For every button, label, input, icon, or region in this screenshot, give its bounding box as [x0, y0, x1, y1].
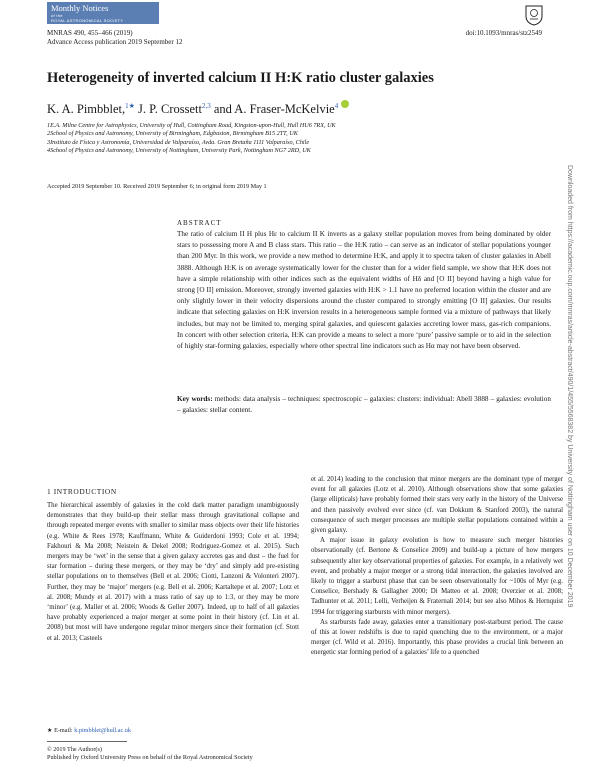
email-link[interactable]: k.pimbblet@hull.ac.uk [74, 727, 131, 734]
article-title: Heterogeneity of inverted calcium II H:K ratio cluster galaxies [47, 70, 434, 86]
download-note: Downloaded from https://academic.oup.com/mnras/article-abstract/490/1/455/5568382 by University of Nottingham user on 10 December 2019 [566, 165, 573, 608]
intro-paragraph-3: As starbursts fade away, galaxies enter a transitionary post-starburst period. The cause of this at lower redshifts is due to rapid quenching due to the environment, or a major merger (cf. Wild et al. 2016). Importantly, this phase provides a crucial link between an energetic star forming period of a galaxies’ life to a quenched [311, 618, 563, 657]
intro-paragraph-2: A major issue in galaxy evolution is how to measure such merger histories observationally (cf. Bertone & Conselice 2009) and build-up a picture of how mergers subsequently alter key observational properties of galaxies. For example, in a relatively wet event, and probably a major merger or a strong tidal interaction, the galaxies involved are likely to trigger a starburst phase that can be seen observationally for ~100s of Myr (e.g. Conselice, Bershady & Gallagher 2000; Di Matteo et al. 2008; Overzier et al. 2008; Tadhunter et al. 2011; Lelli, Verheijen & Fraternali 2014; but see also Mihos & Hernquist 1994 for triggering starbursts with minor mergers). [311, 537, 563, 616]
affiliation-2: 2School of Physics and Astronomy, University of Birmingham, Edgbaston, Birmingham B15 2TT, UK [47, 130, 298, 138]
citation: MNRAS 490, 455–466 (2019) [47, 29, 133, 37]
journal-name-of: of the [51, 13, 63, 18]
author-pimbblet-sup: 1★ [125, 102, 135, 110]
intro-paragraph-1: The hierarchical assembly of galaxies in the cold dark matter paradigm unambiguously demonstrates that they build-up their stellar mass through gravitational collapse and through repeated merger events with smaller to similar mass objects over their life histories (e.g. White & Rees 1978; Kauffmann, White & Guiderdoni 1993; Cole et al. 1994; Fakhouri & Ma 2008; Neistein & Dekel 2008; Rodriguez-Gomez et al. 2015). Such mergers may be ‘wet’ in the sense that a given galaxy accretes gas and dust – the fuel for star formation – during these mergers, or they may be ‘dry’ and simply add pre-existing stellar populations on to themselves (Bell et al. 2006; Ciotti, Lanzoni & Volonteri 2007). Further, they may be ‘major’ mergers (e.g. Bell et al. 2006; Kartaltepe et al. 2007; Lotz et al. 2008; Mundy et al. 2017) with a mass ratio of say up to 1:3, or they may be more ‘minor’ (e.g. Maller et al. 2006; Woods & Geller 2007). Indeed, up to half of all galaxies have probably experienced a major merger at some point in their history (cf. Lin et al. 2008) but most will have undergone regular minor mergers since their formation (cf. Stott et al. 2013; Casteels [47, 502, 299, 642]
intro-paragraph-1-cont: et al. 2014) leading to the conclusion that minor mergers are the dominant type of merger event for all galaxies (Lotz et al. 2010). Although observations show that some galaxies (large ellipticals) have probably formed their stars very early in the history of the Universe and then passively evolved ever since (cf. van Dokkum & Stanford 2003), the natural consequence of such merger processes are multiple stellar populations contained within a given galaxy. [311, 476, 563, 535]
author-crossett-sup: 2,3 [201, 102, 211, 110]
author-pimbblet[interactable]: K. A. Pimbblet, [47, 102, 126, 117]
copyright: © 2019 The Author(s) [47, 746, 102, 753]
affiliation-3: 3Instituto de Física y Astronomía, Universidad de Valparaíso, Avda. Gran Bretaña 1111 Valparaíso, Chile [47, 138, 310, 146]
author-fraser-mckelvie[interactable]: and A. Fraser-McKelvie [210, 102, 335, 117]
journal-logo [47, 2, 159, 24]
keywords [177, 394, 551, 416]
keywords-label: Key words: [177, 395, 213, 403]
copyright-block [47, 746, 253, 762]
column-right [311, 475, 563, 659]
author-list [47, 100, 349, 117]
author-crossett[interactable]: J. P. Crossett [134, 102, 202, 117]
footnote-email [47, 727, 131, 734]
email-label: ★ E-mail: [47, 727, 75, 734]
journal-name: Monthly Notices [51, 3, 109, 13]
journal-name-society: ROYAL ASTRONOMICAL SOCIETY [51, 18, 124, 23]
publisher-note: Published by Oxford University Press on behalf of the Royal Astronomical Society [47, 754, 253, 761]
affiliation-1: 1E.A. Milne Centre for Astrophysics, University of Hull, Cottingham Road, Kingston-upon-Hull, Hull HU6 7RX, UK [47, 122, 336, 129]
citation-block [47, 29, 183, 47]
column-left [47, 501, 299, 644]
doi[interactable]: doi:10.1093/mnras/stz2549 [465, 29, 542, 37]
footnote-divider [47, 741, 127, 742]
society-crest-icon [524, 4, 544, 26]
author-fraser-mckelvie-sup: 4 [334, 102, 339, 110]
orcid-icon[interactable] [341, 100, 349, 108]
affiliations [47, 122, 336, 156]
download-watermark [565, 165, 575, 608]
abstract-heading: ABSTRACT [177, 219, 222, 227]
affiliation-4: 4School of Physics and Astronomy, University of Nottingham, University Park, Nottingham NG7 2RD, UK [47, 147, 311, 155]
publication-dates: Accepted 2019 September 10. Received 2019 September 6; in original form 2019 May 1 [47, 183, 267, 190]
abstract-text: The ratio of calcium II H plus Hε to calcium II K inverts as a galaxy stellar population moves from being dominated by older stars to possessing more A and B class stars. This ratio – the H:K ratio – can serve as an indicator of stellar populations younger than 200 Myr. In this work, we provide a new method to determine H:K, and apply it to spectra taken of cluster galaxies in Abell 3888. Although H:K is on average systematically lower for the cluster than for a wider field sample, we show that H:K does not have a simple relationship with other indices such as the equivalent widths of Hδ and [O II] beyond having a high value for strong [O II] emission. Moreover, strongly inverted galaxies with H:K > 1.1 have no preferred location within the cluster and are only slightly lower in their velocity dispersions around the cluster compared to strongly emitting [O II] galaxies. Our results indicate that selecting galaxies on H:K inversion results in a heterogeneous sample formed via a mixture of pathways that likely includes, but may not be limited to, merging spiral galaxies, and quiescent galaxies accreting lower mass, gas-rich companions. In concert with other selection criteria, H:K can provide a means to select a more ‘pure’ passive sample or to aid in the selection of highly star-forming galaxies, especially where other spectral line indicators such as Hα may not have been observed. [177, 230, 551, 351]
keywords-list: methods: data analysis – techniques: spectroscopic – galaxies: clusters: individual: Abell 3888 – galaxies: evolution – galaxies: stellar content. [177, 395, 551, 415]
section-heading-introduction: 1 INTRODUCTION [47, 487, 117, 496]
advance-access: Advance Access publication 2019 September 12 [47, 38, 183, 46]
